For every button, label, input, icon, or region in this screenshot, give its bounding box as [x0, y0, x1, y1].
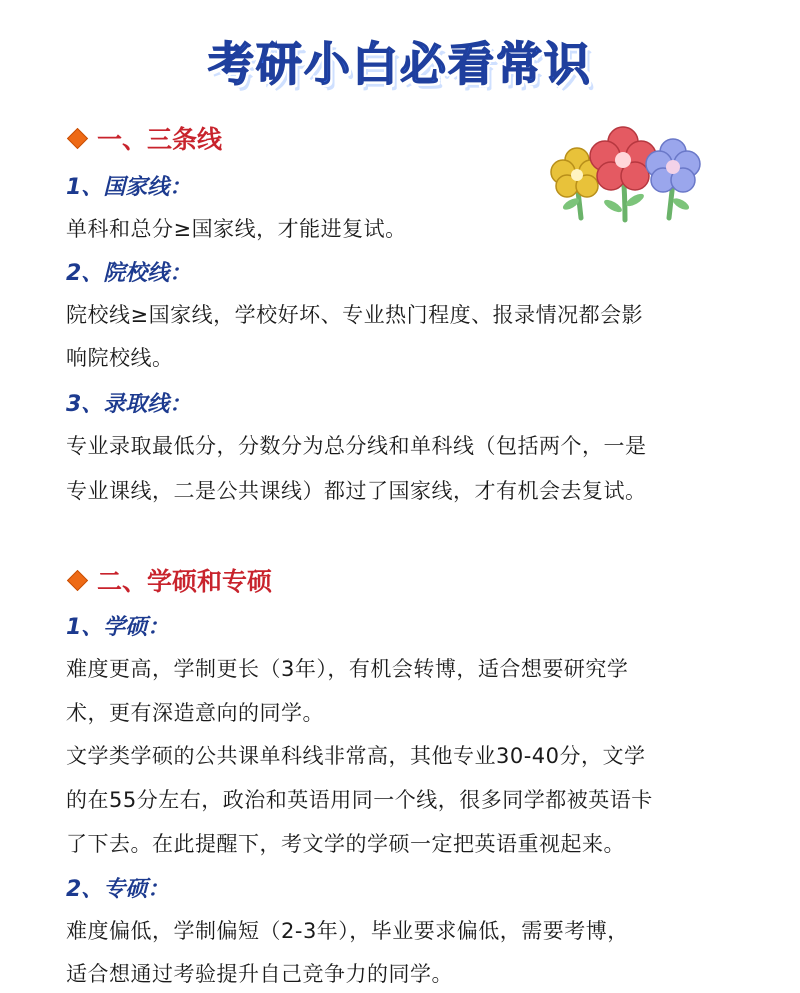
body-text-line: 响院校线。 [66, 346, 174, 370]
body-text-line: 专业录取最低分，分数分为总分线和单科线（包括两个，一是 [66, 434, 647, 458]
subheading-school-line: 2、院校线： [66, 261, 192, 286]
diamond-bullet-icon [67, 127, 88, 148]
section-heading-lines [66, 120, 222, 156]
subheading-professional-master: 2、专硕： [66, 877, 170, 902]
body-text-line: 单科和总分≥国家线，才能进复试。 [66, 217, 407, 241]
body-text-line: 适合想通过考验提升自己竞争力的同学。 [66, 962, 453, 986]
section-heading-text: 二、学硕和专硕 [97, 567, 273, 596]
body-text-line: 院校线≥国家线，学校好坏、专业热门程度、报录情况都会影 [66, 303, 644, 327]
body-text-line: 专业课线，二是公共课线）都过了国家线，才有机会去复试。 [66, 479, 647, 503]
flowers-illustration [545, 120, 720, 230]
diamond-bullet-icon [67, 569, 88, 590]
section-heading-degrees [66, 562, 272, 598]
body-text-line: 了下去。在此提醒下，考文学的学硕一定把英语重视起来。 [66, 832, 625, 856]
body-text-line: 难度偏低，学制偏短（2-3年），毕业要求偏低，需要考博， [66, 919, 629, 943]
section-heading-text: 一、三条线 [97, 125, 223, 154]
body-text-line: 的在55分左右，政治和英语用同一个线，很多同学都被英语卡 [66, 788, 653, 812]
subheading-national-line: 1、国家线： [66, 175, 192, 200]
body-text-line: 术，更有深造意向的同学。 [66, 701, 324, 725]
subheading-admission-line: 3、录取线： [66, 392, 192, 417]
subheading-academic-master: 1、学硕： [66, 615, 170, 640]
body-text-line: 难度更高，学制更长（3年），有机会转博，适合想要研究学 [66, 657, 629, 681]
page-title: 考研小白必看常识 [208, 37, 592, 91]
body-text-line: 文学类学硕的公共课单科线非常高，其他专业30-40分，文学 [66, 744, 646, 768]
